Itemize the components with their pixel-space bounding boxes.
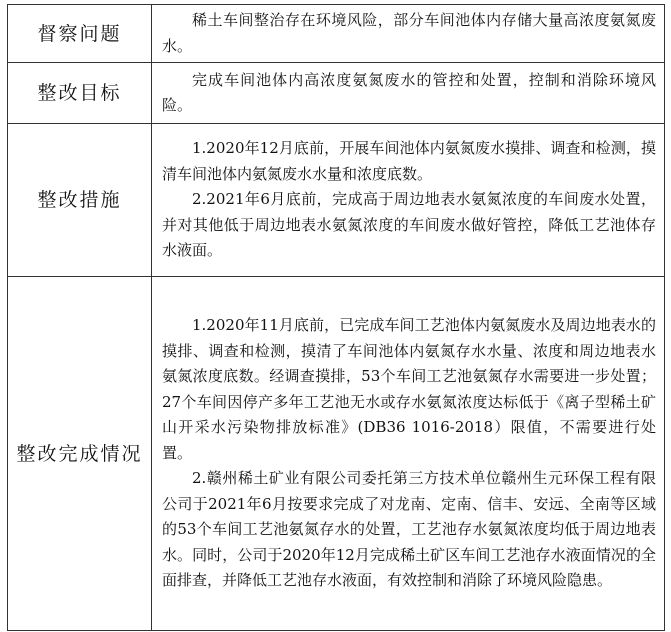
rectification-table [7,4,665,631]
row-content-rectification-goal [152,63,665,124]
table-row-rectification-measures [8,124,665,277]
row-label-rectification-measures: 整改措施 [8,124,152,277]
paragraph: 完成车间池体内高浓度氨氮废水的管控和处置，控制和消除环境风险。 [162,70,656,114]
paragraph: 2.赣州稀土矿业有限公司委托第三方技术单位赣州生元环保工程有限公司于2021年6月按要求完成了对龙南、定南、信丰、安远、全南等区域的53个车间工艺池氨氮存水的处置，工艺池存水氨氮浓度均低于周边地表水。同时，公司于2020年12月完成稀土矿区车间工艺池存水液面情况的全面排查，并降低工艺池存水液面，有效控制和消除了环境风险隐患。 [162,469,656,590]
row-label-inspection-problem: 督察问题 [8,5,152,63]
row-label-rectification-goal: 整改目标 [8,63,152,124]
paragraph: 1.2020年11月底前，已完成车间工艺池体内氨氮废水及周边地表水的摸排、调查和检测，摸清了车间池体内氨氮存水水量、浓度和周边地表水氨氮浓度底数。经调查摸排，53个车间工艺池氨氮存水需要进一步处置；27个车间因停产多年工艺池无水或存水氨氮浓度达标低于《离子型稀土矿山开采水污染物排放标准》(DB36 1016-2018）限值，不需要进行处置。 [162,316,656,462]
row-label-completion-status: 整改完成情况 [8,277,152,631]
row-content-rectification-measures [152,124,665,277]
row-content-completion-status [152,277,665,631]
row-content-inspection-problem [152,5,665,63]
table-row-inspection-problem [8,5,665,63]
cropped-footer-strip [0,628,671,632]
paragraph: 1.2020年12月底前，开展车间池体内氨氮废水摸排、调查和检测，摸清车间池体内氨氮废水水量和浓度底数。 [162,139,656,183]
table-row-rectification-goal [8,63,665,124]
table-row-completion-status [8,277,665,631]
paragraph: 稀土车间整治存在环境风险，部分车间池体内存储大量高浓度氨氮废水。 [162,11,656,55]
paragraph: 2.2021年6月底前，完成高于周边地表水氨氮浓度的车间废水处置，并对其他低于周边地表水氨氮浓度的车间废水做好管控，降低工艺池体存水液面。 [162,190,656,260]
